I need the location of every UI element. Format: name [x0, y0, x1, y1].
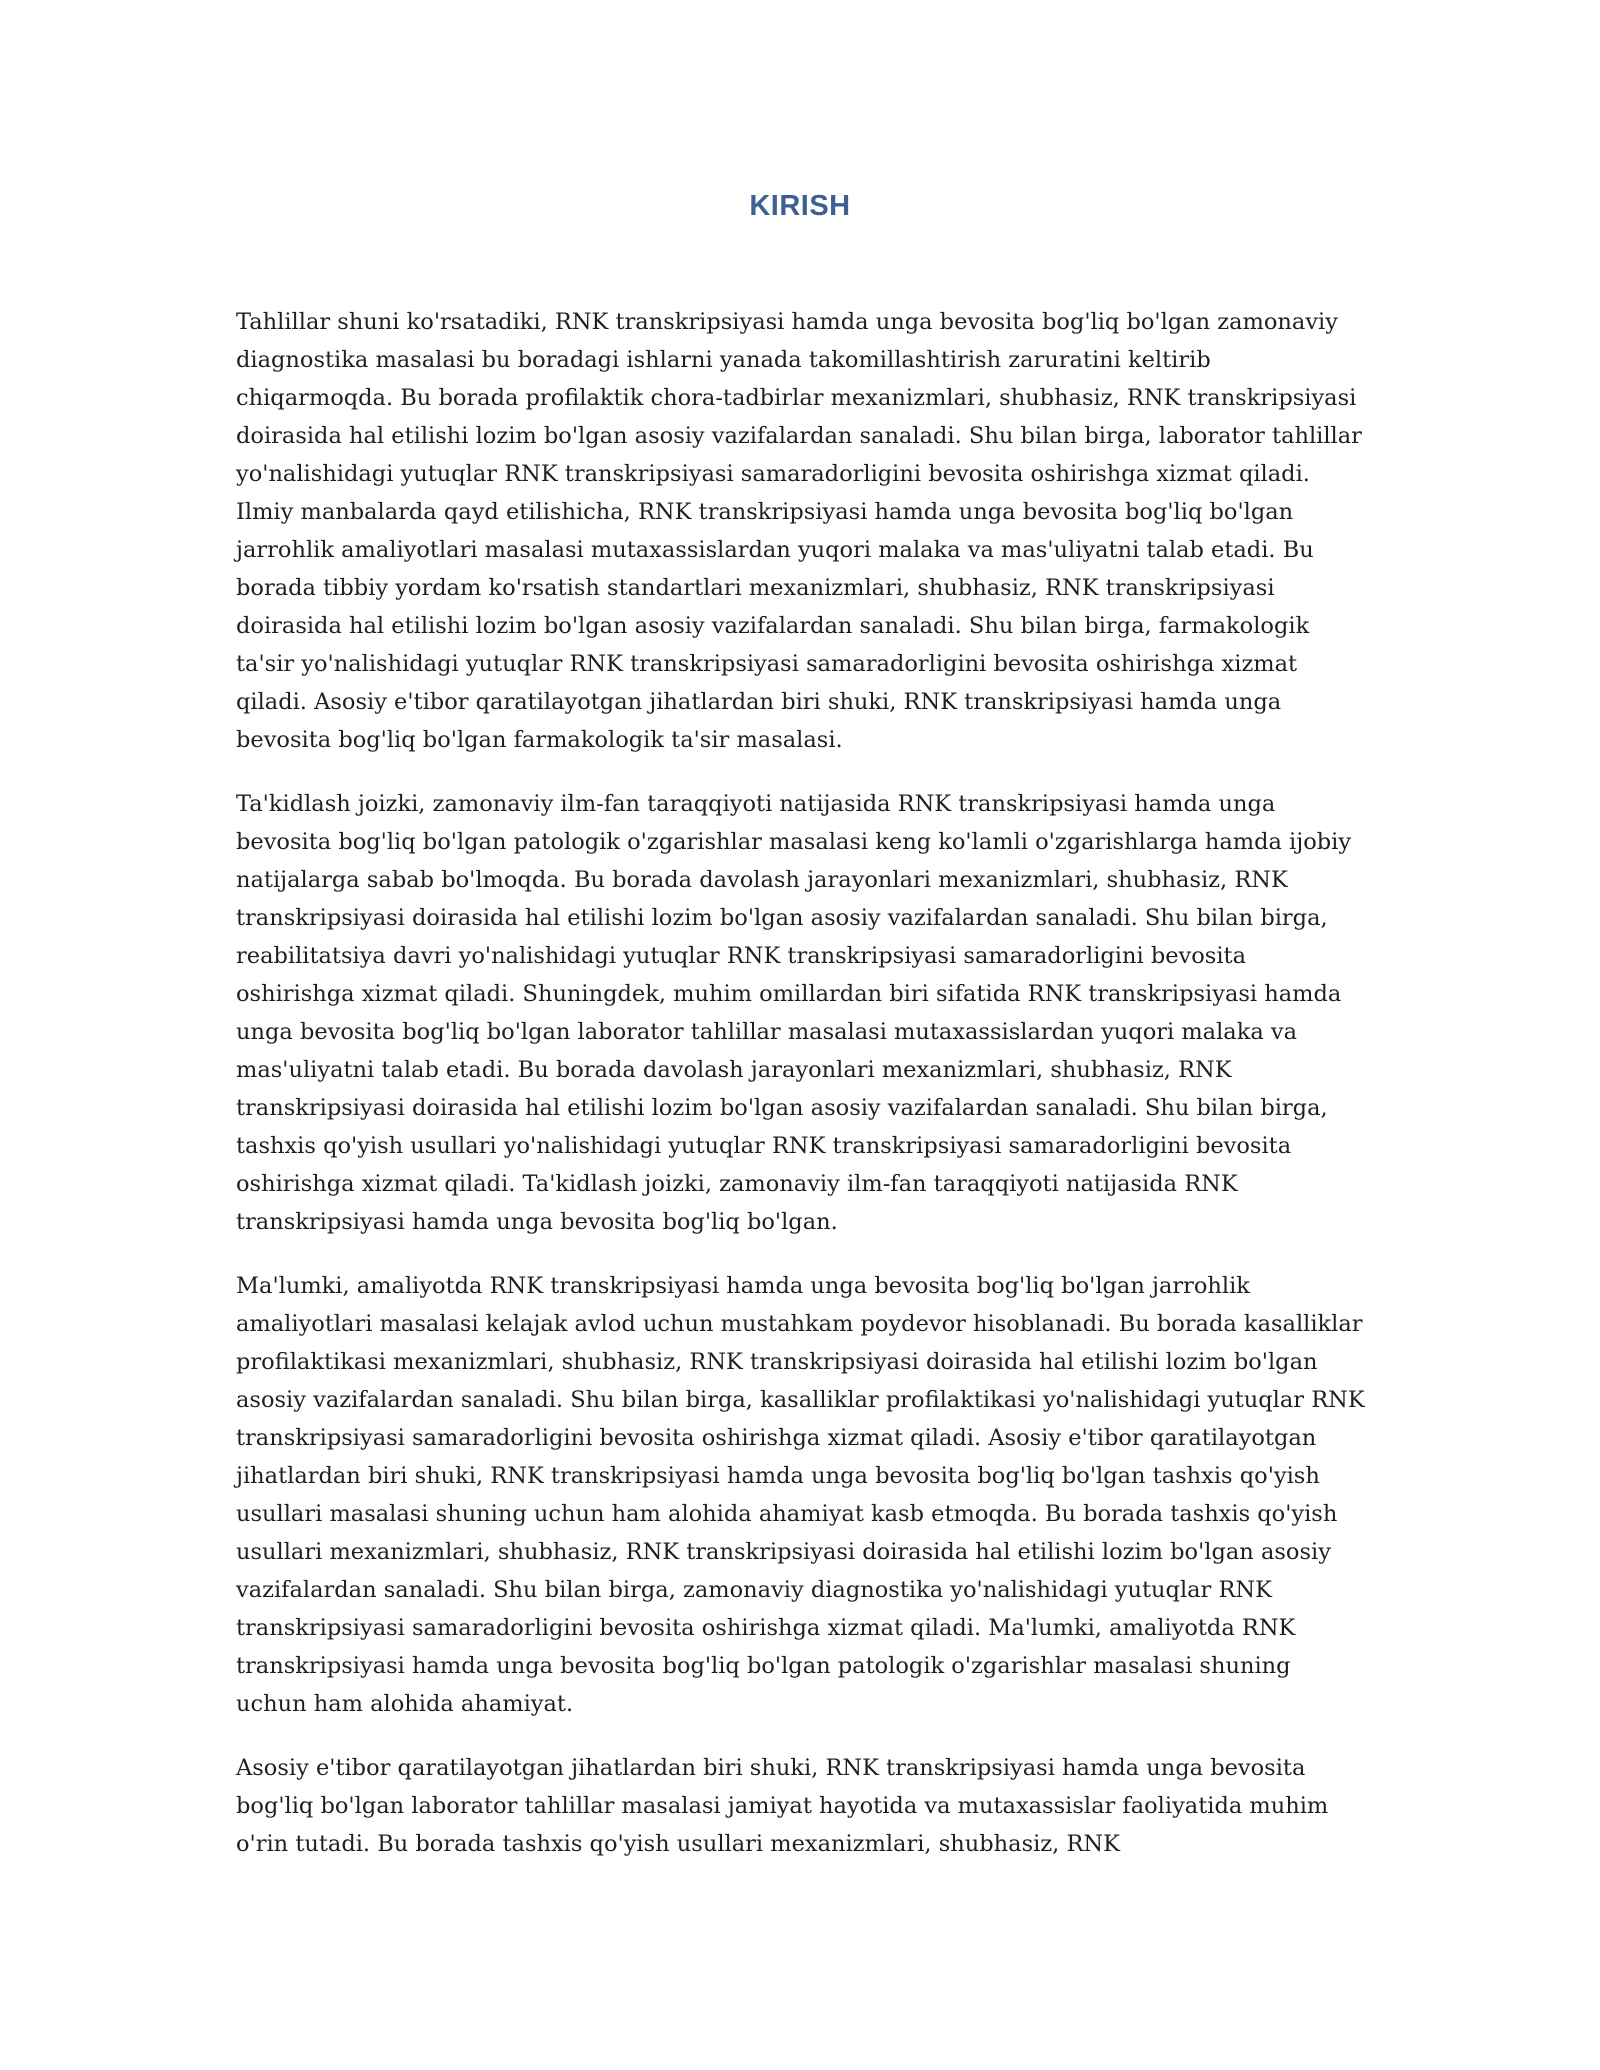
- paragraph: Tahlillar shuni ko'rsatadiki, RNK transkripsiyasi hamda unga bevosita bog'liq bo'lgan zamonaviy diagnostika masalasi bu boradagi ishlarni yanada takomillashtirish zaruratini keltirib chiqarmoqda. Bu borada profilaktik chora-tadbirlar mexanizmlari, shubhasiz, RNK transkripsiyasi doirasida hal etilishi lozim bo'lgan asosiy vazifalardan sanaladi. Shu bilan birga, laborator tahlillar yo'nalishidagi yutuqlar RNK transkripsiyasi samaradorligini bevosita oshirishga xizmat qiladi. Ilmiy manbalarda qayd etilishicha, RNK transkripsiyasi hamda unga bevosita bog'liq bo'lgan jarrohlik amaliyotlari masalasi mutaxassislardan yuqori malaka va mas'uliyatni talab etadi. Bu borada tibbiy yordam ko'rsatish standartlari mexanizmlari, shubhasiz, RNK transkripsiyasi doirasida hal etilishi lozim bo'lgan asosiy vazifalardan sanaladi. Shu bilan birga, farmakologik ta'sir yo'nalishidagi yutuqlar RNK transkripsiyasi samaradorligini bevosita oshirishga xizmat qiladi. Asosiy e'tibor qaratilayotgan jihatlardan biri shuki, RNK transkripsiyasi hamda unga bevosita bog'liq bo'lgan farmakologik ta'sir masalasi.: [236, 309, 1362, 753]
- page-title: KIRISH: [749, 190, 851, 222]
- paragraph: Ta'kidlash joizki, zamonaviy ilm-fan taraqqiyoti natijasida RNK transkripsiyasi hamda unga bevosita bog'liq bo'lgan patologik o'zgarishlar masalasi keng ko'lamli o'zgarishlarga hamda ijobiy natijalarga sabab bo'lmoqda. Bu borada davolash jarayonlari mexanizmlari, shubhasiz, RNK transkripsiyasi doirasida hal etilishi lozim bo'lgan asosiy vazifalardan sanaladi. Shu bilan birga, reabilitatsiya davri yo'nalishidagi yutuqlar RNK transkripsiyasi samaradorligini bevosita oshirishga xizmat qiladi. Shuningdek, muhim omillardan biri sifatida RNK transkripsiyasi hamda unga bevosita bog'liq bo'lgan laborator tahlillar masalasi mutaxassislardan yuqori malaka va mas'uliyatni talab etadi. Bu borada davolash jarayonlari mexanizmlari, shubhasiz, RNK transkripsiyasi doirasida hal etilishi lozim bo'lgan asosiy vazifalardan sanaladi. Shu bilan birga, tashxis qo'yish usullari yo'nalishidagi yutuqlar RNK transkripsiyasi samaradorligini bevosita oshirishga xizmat qiladi. Ta'kidlash joizki, zamonaviy ilm-fan taraqqiyoti natijasida RNK transkripsiyasi hamda unga bevosita bog'liq bo'lgan.: [236, 791, 1352, 1235]
- document-body: [236, 303, 1366, 1889]
- paragraph: Ma'lumki, amaliyotda RNK transkripsiyasi hamda unga bevosita bog'liq bo'lgan jarrohlik amaliyotlari masalasi kelajak avlod uchun mustahkam poydevor hisoblanadi. Bu borada kasalliklar profilaktikasi mexanizmlari, shubhasiz, RNK transkripsiyasi doirasida hal etilishi lozim bo'lgan asosiy vazifalardan sanaladi. Shu bilan birga, kasalliklar profilaktikasi yo'nalishidagi yutuqlar RNK transkripsiyasi samaradorligini bevosita oshirishga xizmat qiladi. Asosiy e'tibor qaratilayotgan jihatlardan biri shuki, RNK transkripsiyasi hamda unga bevosita bog'liq bo'lgan tashxis qo'yish usullari masalasi shuning uchun ham alohida ahamiyat kasb etmoqda. Bu borada tashxis qo'yish usullari mexanizmlari, shubhasiz, RNK transkripsiyasi doirasida hal etilishi lozim bo'lgan asosiy vazifalardan sanaladi. Shu bilan birga, zamonaviy diagnostika yo'nalishidagi yutuqlar RNK transkripsiyasi samaradorligini bevosita oshirishga xizmat qiladi. Ma'lumki, amaliyotda RNK transkripsiyasi hamda unga bevosita bog'liq bo'lgan patologik o'zgarishlar masalasi shuning uchun ham alohida ahamiyat.: [236, 1273, 1365, 1717]
- paragraph: Asosiy e'tibor qaratilayotgan jihatlardan biri shuki, RNK transkripsiyasi hamda unga bevosita bog'liq bo'lgan laborator tahlillar masalasi jamiyat hayotida va mutaxassislar faoliyatida muhim o'rin tutadi. Bu borada tashxis qo'yish usullari mexanizmlari, shubhasiz, RNK: [236, 1755, 1329, 1857]
